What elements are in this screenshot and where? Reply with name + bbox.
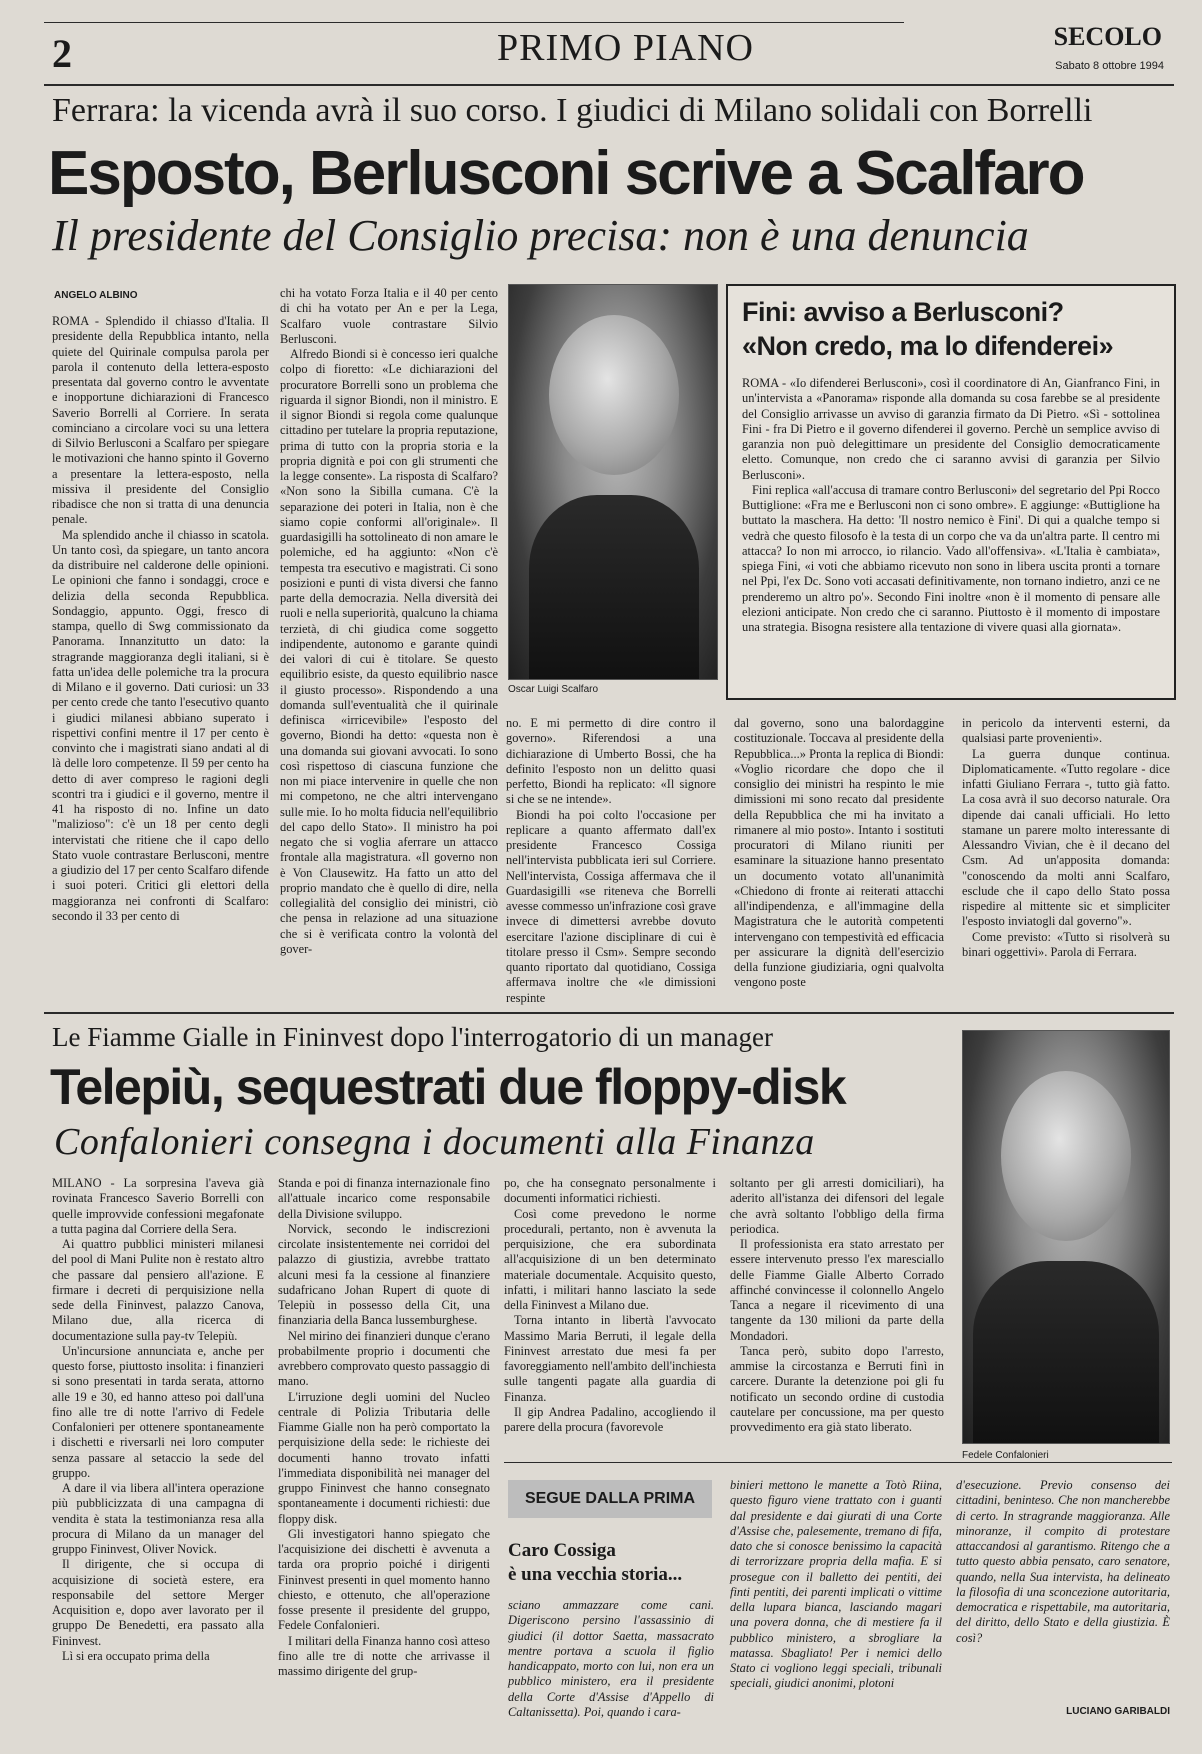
paragraph: Il dirigente, che si occupa di acquisizione di società estere, era responsabile del settore Merger Acquisition e, dopo aver lavorato per il gruppo De Benedetti, era passato alla Fininvest. [52,1557,264,1648]
fini-box-text [742,376,1160,686]
paragraph: Nel mirino dei finanzieri dunque c'erano probabilmente proprio i documenti che avrebbero comprovato questo passaggio di mano. [278,1328,490,1389]
paragraph: Lì si era occupato prima della [62,1648,210,1663]
paragraph: MILANO - La sorpresina l'aveva già rovinata Francesco Saverio Borrelli con quelle improvvide confessioni megafonate a tutta pagina dal Corriere della Sera. [52,1176,264,1236]
paragraph: ROMA - Splendido il chiasso d'Italia. Il presidente della Repubblica intanto, nella quiete del Quirinale compulsa parola per parola il contenuto della lettera-esposto presentata dal governo contro le avventate e inopportune dichiarazioni di Francesco Saverio Borrelli al Corriere. In serata cominciano a circolare voci su una lettera di Silvio Berlusconi a Scalfaro per spiegare le motivazioni che hanno spinto il Governo a presentare la lettera-esposto, nella missiva il presidente del Consiglio ribadisce che non si tratta di una denuncia penale. [52,314,269,527]
scalfaro-photo-caption: Oscar Luigi Scalfaro [508,684,599,695]
segue-column-2 [730,1478,942,1720]
paragraph: dal governo, sono una balordaggine costituzionale. Toccava al presidente della Repubblica...» Pronta la replica di Biondi: «Voglio ricordare che dopo che il consiglio dei ministri ha respinto le mie dimissioni mi sono recato dal presidente della Repubblica che mi ha invitato a rimanere al mio posto». Intanto i sostituti procuratori di Milano riuniti per esaminare la situazione hanno presentato un documento votato all'unanimità «Chiedono di fronte ai reiterati attacchi all'indipendenza, e all'immagine della Magistratura che le autorità competenti intervengano con tempestività ed efficacia per assicurare la dignità dell'esercizio della funzione giudiziaria, ogni qualvolta vengono poste [734,716,944,990]
paper-name: SECOLO [1053,22,1162,51]
masthead-rule [44,84,1174,86]
story2-column-2 [278,1176,490,1716]
paragraph: Standa e poi di finanza internazionale fino all'attuale incarico come responsabile della Divisione sviluppo. [278,1176,490,1221]
paragraph: d'esecuzione. Previo consenso dei cittadini, beninteso. Che non mancherebbe di certo. In stragrande maggioranza. Alle minoranze, il compito di protestare attaccandosi al garantismo. Ritengo che a tutto questo abbia pensato, caro senatore, quando, nella Sua intervista, ha delineato la filosofia di una sconcezione autoritaria, democratica e rispettabile, ma autoritaria, del diritto, dello Stato e della giustizia. È così? [956,1478,1170,1645]
story2-column-3 [504,1176,716,1446]
story1-column-2 [280,286,498,994]
masthead-rule-top [44,22,904,23]
paragraph: Il professionista era stato arrestato per essere intervenuto presso l'ex maresciallo delle Fiamme Gialle Alberto Corrado affinché convincesse il colonnello Angelo Tanca a negare il ricevimento di una tangente da 130 milioni da parte della Mondadori. [730,1237,944,1343]
story1-column-4 [734,716,944,994]
paragraph: Gli investigatori hanno spiegato che l'acquisizione dei dischetti è avvenuta a tarda ora proprio poiché i dirigenti Fininvest presenti in quel momento hanno chiesto, e ottenuto, che all'operazione fosse presente il presidente del gruppo, Fedele Confalonieri. [278,1526,490,1633]
story1-column-5 [962,716,1170,994]
paragraph: ROMA - «Io difenderei Berlusconi», così il coordinatore di An, Gianfranco Fini, in un'intervista a «Panorama» risponde alla domanda su cosa farebbe se al presidente del Consiglio arrivasse un avviso di garanzia firmato da Di Pietro. «Sì - sottolinea Fini - fra Di Pietro e il governo difenderei il governo. Perchè un semplice avviso di garanzia non può delegittimare un presidente del Consiglio democraticamente eletto. Comunque, non credo che ci saranno avvisi di garanzia per Silvio Berlusconi». [742,376,1160,482]
story1-headline: Esposto, Berlusconi scrive a Scalfaro [48,139,1084,208]
paper-date: Sabato 8 ottobre 1994 [1055,60,1164,72]
paragraph: in pericolo da interventi esterni, da qualsiasi parte provenienti». [962,716,1170,746]
story2-headline: Telepiù, sequestrati due floppy-disk [50,1059,846,1115]
paragraph: chi ha votato Forza Italia e il 40 per cento di chi ha votato per An e per la Lega, Scalfaro vuole contrastare Silvio Berlusconi. [280,286,498,346]
story1-column-1 [52,314,269,994]
story1-kicker: Ferrara: la vicenda avrà il suo corso. I giudici di Milano solidali con Borrelli [52,92,1093,129]
paragraph: soltanto per gli arresti domiciliari), ha aderito all'istanza dei difensori del legale che avrà soltanto l'obbligo della firma periodica. [730,1176,944,1236]
segue-column-3 [956,1478,1170,1700]
paragraph: Norvick, secondo le indiscrezioni circolate insistentemente nei corridoi del palazzo di giustizia, avrebbe trattato alcuni mesi fa la cessione al finanziere sudafricano Johan Rupert di quote di Telepiù in possesso della Cit, una finanziaria della Banca lussemburghese. [278,1221,490,1328]
paragraph: I militari della Finanza hanno così atteso fino alle tre di notte che arrivasse il massimo dirigente del grup- [278,1633,490,1678]
paragraph: binieri mettono le manette a Totò Riina, questo figuro viene trattato con i guanti dal presidente e dai giurati di una Corte d'Assise che, palesemente, tremano di fifa, dato che si conosce benissimo la capacità di terrorizzare propria della mafia. E si prosegue con il balletto dei pentiti, dei finti pentiti, dei parenti implicati o vittime della lupara bianca, lasciando magari una povera donna, che di mestiere fa il pubblico ministero, a sbrogliare la matassa. Sbagliato! Per i nemici dello Stato ci vogliono leggi speciali, tribunali speciali, giudici anonimi, plotoni [730,1478,942,1691]
story2-kicker: Le Fiamme Gialle in Fininvest dopo l'interrogatorio di un manager [52,1022,773,1052]
paragraph: Come previsto: «Tutto si risolverà su binari oggettivi». Parola di Ferrara. [962,929,1170,959]
story1-column-3 [506,716,716,1005]
paragraph: Il gip Andrea Padalino, accogliendo il parere della procura (favorevole [504,1404,716,1434]
paragraph: Ai quattro pubblici ministeri milanesi del pool di Mani Pulite non è restato altro che passare dal pensiero all'azione. E firmare i decreti di perquisizione nella sede della Fininvest, palazzo Canova, Milano due, alla ricerca di documentazione sulla pay-tv Telepiù. [52,1237,264,1343]
story1-subhead: Il presidente del Consiglio precisa: non è una denuncia [52,211,1029,260]
segue-title-line-1: Caro Cossiga [508,1540,616,1561]
segue-column-1 [508,1598,714,1720]
fini-box-title-line-2: «Non credo, ma lo difenderei» [742,331,1114,361]
fini-box-title-line-1: Fini: avviso a Berlusconi? [742,297,1064,327]
paragraph: Tanca però, subito dopo l'arresto, ammise la circostanza e Berruti finì in carcere. Durante la detenzione poi gli fu notificato un secondo ordine di custodia cautelare per concussione, ma per questo provvedimento era già stato liberato. [730,1343,944,1434]
story-divider [44,1012,1174,1014]
story1-byline: ANGELO ALBINO [54,290,138,301]
segue-top-rule [504,1462,1172,1463]
confalonieri-photo [962,1030,1170,1444]
paragraph: po, che ha consegnato personalmente i documenti informatici richiesti. [504,1176,716,1206]
paragraph: sciano ammazzare come cani. Digerisconо persino l'assassinio di giudici (il dottor Saetta, massacrato mentre portava a scuola il figlio handicappato, morto con lui, non era un pubblico ministero, era il presidente della Corte d'Assise d'Appello di Caltanissetta). Poi, quando i cara- [508,1598,714,1719]
fini-box [726,284,1176,700]
paragraph: Fini replica «all'accusa di tramare contro Berlusconi» del segretario del Ppi Rocco Buttiglione: «Fra me e Berlusconi non ci sono ombre». E aggiunge: «Buttiglione ha buttato la maschera. Ha detto: 'Il nostro nemico è Fini'. Di qui a qualche tempo si vedrà che questo filosofo è la testa di un corpo che va da un'altra parte. Il centro mi attacca? Io non mi arrocco, io rilancio. Vado all'offensiva». «L'Italia è cambiata», spiega Fini, «i voti che abbiamo ricevuto non sono in libera uscita pronti a tornare nel Ppi, l'ex Dc. Sono voti accasati definitivamente, non tornano indietro, anzi ce ne prenderemo un altro po'». Secondo Fini inoltre «non è il momento di pensare alle elezioni anticipate. Non credo che ci saranno. Piuttosto è il momento di impostare una strategia. Bisogna resistere alla tentazione di vivere quasi alla giornata». [742,482,1160,634]
segue-title-line-2: è una vecchia storia... [508,1564,683,1585]
section-title: PRIMO PIANO [497,27,754,69]
paragraph: Un'incursione annunciata e, anche per questo forse, piuttosto insolita: i finanzieri si sono presentati in tarda serata, attorno alle 19 e 30, ed hanno atteso poi dall'una fino alle tre di notte l'arrivo di Fedele Confalonieri per ottenere spontaneamente i dischetti e riversarli nei loro computer senza passare al setaccio la sede del gruppo. [52,1343,264,1480]
page-number: 2 [52,31,72,76]
paragraph: La guerra dunque continua. Diplomaticamente. «Tutto regolare - dice infatti Giuliano Ferrara -, tutto già fatto. La cosa avrà il suo decorso naturale. Ora dipende dai canali ufficiali. Ho letto stamane un parere molto interessante di Alessandro Vivian, che è il decano del Csm. Ad un'apposita domanda: "conoscendo da molti anni Scalfaro, esclude che il capo dello Stato possa rispedire al mittente sic et simpliciter l'esposto inviatogli dal governo"». [962,746,1170,929]
confalonieri-photo-caption: Fedele Confalonieri [962,1450,1049,1461]
segue-signature: LUCIANO GARIBALDI [1066,1706,1170,1717]
paragraph: Torna intanto in libertà l'avvocato Massimo Maria Berruti, il legale della Fininvest arrestato due mesi fa per favoreggiamento nell'ambito dell'inchiesta sulle tangenti pagate alla guardia di Finanza. [504,1313,716,1404]
scalfaro-photo [508,284,718,680]
paragraph: Ma splendido anche il chiasso in scatola. Un tanto così, da spiegare, un tanto ancora da distribuire nel calderone delle opinioni. Le opinioni che fanno i sondaggi, croce e delizia della seconda Repubblica. Sondaggio, appunto. Oggi, fresco di stampa, quello di Swg commissionato da Panorama. Innanzitutto un dato: la stragrande maggioranza degli italiani, si è fatta un'idea delle polemiche tra la procura di Milano e il governo. Dati curiosi: un 33 per cento crede che tanto l'esecutivo quanto i giudici milanesi abbiano superato i rispettivi confini mentre il 17 per cento è convinto che i magistrati siano andati al di là delle loro competenze. Il 59 per cento ha detto di aver compreso le ragioni degli scontri tra i giudici e il governo, mentre il 41 ha risposto di no. Infine un dato "malizioso": c'è un 18 per cento degli intervistati che ritiene che il capo dello Stato vuole contrastare Berlusconi, mentre a giudizio del 17 per cento Scalfaro difende i suoi poteri. Critici gli elettori della maggioranza nei confronti di Scalfaro: secondo il 33 per cento di [52,527,269,923]
paragraph: Così come prevedono le norme procedurali, pertanto, non è avvenuta la perquisizione, che era subordinata all'acquisizione di un ben determinato materiale documentale. Acquisito questo, infatti, i militari hanno lasciato la sede della Fininvest a Milano due. [504,1206,716,1312]
story2-column-1 [52,1176,264,1716]
paragraph: no. E mi permetto di dire contro il governo». Riferendosi a una dichiarazione di Umberto Bossi, che ha definito l'esposto non un delitto quasi perfetto, Biondi ha replicato: «Il signore si che se ne intende». [506,716,716,807]
paragraph: L'irruzione degli uomini del Nucleo centrale di Polizia Tributaria delle Fiamme Gialle non ha però comportato la perquisizione della sede: le richieste dei documenti hanno trovato infatti l'immediata disponibilità nei manager del gruppo Fininvest che hanno consegnato spontaneamente i documenti richiesti: due floppy disk. [278,1389,490,1526]
story2-subhead: Confalonieri consegna i documenti alla Finanza [54,1121,815,1163]
segue-label: SEGUE DALLA PRIMA [508,1480,712,1518]
paragraph: Biondi ha poi colto l'occasione per replicare a quanto affermato dall'ex presidente Francesco Cossiga nell'intervista pubblicata ieri sul Corriere. Nell'intervista, Cossiga affermava che il Guardasigilli «se riteneva che Borrelli avesse commesso un'infrazione così grave invece di dimettersi avrebbe dovuto esercitare l'azione disciplinare di cui è titolare presso il Csm». Sempre secondo quanto riportato dal quotidiano, Cossiga affermava inoltre che «le dimissioni respinte [506,807,716,1005]
paragraph: A dare il via libera all'intera operazione più pubblicizzata di una campagna di vendita è stata la testimonianza resa alla procura di Milano da un manager del gruppo Fininvest, Oliver Novick. [52,1481,264,1556]
paragraph: Alfredo Biondi si è concesso ieri qualche colpo di fioretto: «Le dichiarazioni del procuratore Borrelli sono un problema che riguarda il signor Biondi, non il ministro. E il signor Biondi si regola come qualunque cittadino per tutelare la propria reputazione, prima di tutto con la propria storia e la propria dignità e poi con gli strumenti che la legge consente». La risposta di Scalfaro? «Non sono la Sibilla cumana. C'è la separazione dei poteri in Italia, non è che siamo copie conformi all'originale». Il guardasigilli ha sottolineato di non amare le polemiche, ed ha aggiunto: «Non c'è tempesta tra esecutivo e magistrati. Ci sono posizioni e punti di vista diversi che fanno parte della democrazia. Nella diversità dei ruoli e nella superiorità, qualcuno la chiama terzietà, di chi giudica come soggetto indipendente, autonomo e garante quindi dei valori di cui è titolare. Se questo equilibrio esiste, da questo equilibrio nasce il giusto processo». Rispondendo a una domanda sull'eventualità che il quirinale definisca «irricevibile» l'esposto del governo, Biondi ha detto: «questa non è una domanda sui giovani avvocati. Io sono così rispettoso di ciascuna funzione che non mi piace intervenire in quelle che non mi competono, ne che altri intervengano sulle mie. Io ho molta fiducia nell'equilibrio del capo dello Stato». Il ministro ha poi negato che si voglia aferrare un attacco frontale alla magistratura. «Il governo non è Von Clausewitz. Ha fatto un atto del proprio mandato che è quello di dire, nella collegialità del consiglio dei ministri, ciò che pensa in relazione ad una situazione che si è verificata contro la volontà del gover- [280,347,498,956]
story2-column-4 [730,1176,944,1446]
